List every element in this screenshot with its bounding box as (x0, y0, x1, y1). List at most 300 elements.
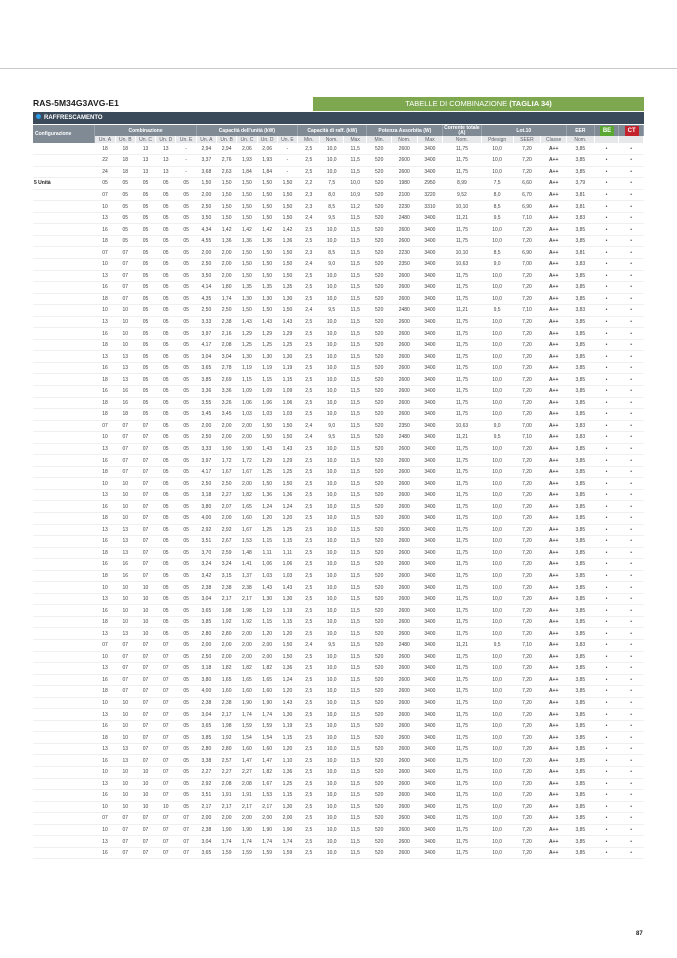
table-cell: 3400 (417, 397, 443, 409)
table-cell: 07 (156, 847, 176, 859)
table-cell: 3,85 (566, 143, 594, 155)
table-cell: 4,35 (196, 293, 216, 305)
energy-class-cell: A++ (541, 836, 567, 848)
table-cell: 2,63 (217, 166, 237, 178)
table-subheader-row (33, 136, 644, 143)
table-row (33, 328, 644, 340)
table-cell: 3,85 (566, 224, 594, 236)
table-cell: 3400 (417, 663, 443, 675)
table-row (33, 270, 644, 282)
table-cell: 7,20 (513, 374, 541, 386)
table-cell: 3,85 (566, 605, 594, 617)
table-cell: 11,21 (443, 640, 481, 652)
table-cell: 520 (367, 674, 392, 686)
table-cell: 05 (135, 385, 155, 397)
table-cell: 2,5 (298, 593, 320, 605)
top-rule (0, 68, 677, 69)
subheader-cell: Min. (298, 136, 320, 143)
table-cell: 7,20 (513, 732, 541, 744)
energy-class-cell: A++ (541, 258, 567, 270)
table-cell: 3,85 (566, 166, 594, 178)
table-cell: - (277, 143, 297, 155)
availability-bullet-cell: • (594, 755, 619, 767)
table-cell: 07 (115, 651, 135, 663)
table-cell: 4,34 (196, 224, 216, 236)
table-cell: 07 (115, 282, 135, 294)
table-cell: 05 (176, 663, 196, 675)
table-cell: 07 (135, 513, 155, 525)
table-cell: 13 (115, 524, 135, 536)
subheader-cell: Un. D (156, 136, 176, 143)
table-row (33, 513, 644, 525)
table-cell: 05 (156, 547, 176, 559)
table-cell: 1,15 (277, 616, 297, 628)
table-cell: 1,25 (257, 466, 277, 478)
table-cell: 3,85 (566, 536, 594, 548)
table-cell: 3400 (417, 385, 443, 397)
table-cell: 11,5 (343, 767, 366, 779)
table-cell: 7,10 (513, 212, 541, 224)
table-cell: 1,25 (277, 339, 297, 351)
table-cell: 1,50 (237, 305, 257, 317)
availability-bullet-cell: • (594, 616, 619, 628)
table-row (33, 536, 644, 548)
table-cell: 1,30 (277, 709, 297, 721)
table-cell: 10,0 (481, 663, 513, 675)
table-cell: 10,0 (320, 686, 343, 698)
table-cell: 520 (367, 385, 392, 397)
table-cell: 3,33 (196, 316, 216, 328)
table-row (33, 674, 644, 686)
table-cell: 2,5 (298, 813, 320, 825)
table-cell: 3,85 (196, 732, 216, 744)
table-row (33, 351, 644, 363)
table-cell: - (176, 143, 196, 155)
energy-class-cell: A++ (541, 293, 567, 305)
table-cell: 18 (95, 732, 115, 744)
table-cell: 11,75 (443, 316, 481, 328)
table-cell: 520 (367, 755, 392, 767)
table-cell: 3400 (417, 305, 443, 317)
energy-class-cell: A++ (541, 362, 567, 374)
table-cell: 10,0 (320, 455, 343, 467)
table-cell: 3,83 (566, 258, 594, 270)
table-cell: 3,85 (566, 801, 594, 813)
table-cell: 1,50 (277, 420, 297, 432)
table-cell: 3400 (417, 409, 443, 421)
table-cell: 18 (95, 339, 115, 351)
energy-class-cell: A++ (541, 316, 567, 328)
table-cell: 7,20 (513, 605, 541, 617)
subheader-cell: Max (343, 136, 366, 143)
table-cell: 10 (115, 339, 135, 351)
table-cell: - (176, 166, 196, 178)
table-cell: 3400 (417, 466, 443, 478)
table-cell: 1,50 (237, 258, 257, 270)
table-cell: 05 (176, 466, 196, 478)
table-cell: 11,5 (343, 385, 366, 397)
table-cell: 05 (176, 351, 196, 363)
table-cell: 11,75 (443, 824, 481, 836)
subheader-cell: Nom. (566, 136, 594, 143)
table-cell: 1,84 (237, 166, 257, 178)
table-cell: 2,00 (217, 432, 237, 444)
table-cell: 11,75 (443, 374, 481, 386)
table-cell: 05 (156, 328, 176, 340)
table-cell: 2,50 (196, 478, 216, 490)
table-cell: 2,94 (217, 143, 237, 155)
table-cell: 2,5 (298, 235, 320, 247)
table-cell: 2,17 (237, 593, 257, 605)
availability-bullet-cell: • (619, 536, 644, 548)
table-cell: 520 (367, 524, 392, 536)
availability-bullet-cell: • (619, 824, 644, 836)
table-cell: 1,50 (257, 420, 277, 432)
table-cell: 9,5 (481, 212, 513, 224)
table-cell: 2,5 (298, 547, 320, 559)
table-cell: 1,42 (257, 224, 277, 236)
table-cell: 2600 (391, 720, 417, 732)
table-cell: 3,85 (566, 155, 594, 167)
table-cell: 2,5 (298, 686, 320, 698)
table-row (33, 709, 644, 721)
table-cell: 07 (115, 686, 135, 698)
table-cell: 10,0 (320, 559, 343, 571)
table-row (33, 570, 644, 582)
table-cell: 520 (367, 570, 392, 582)
table-cell: 07 (156, 732, 176, 744)
table-cell: 2,5 (298, 628, 320, 640)
table-cell: 11,5 (343, 270, 366, 282)
table-cell: 1,25 (237, 339, 257, 351)
table-cell: 10,0 (481, 374, 513, 386)
availability-bullet-cell: • (594, 559, 619, 571)
table-cell: 1,60 (237, 513, 257, 525)
configuration-cell (33, 155, 95, 167)
table-cell: 2,00 (217, 513, 237, 525)
table-cell: 7,20 (513, 813, 541, 825)
table-cell: 1,42 (277, 224, 297, 236)
availability-bullet-cell: • (594, 524, 619, 536)
table-cell: 10,0 (320, 743, 343, 755)
table-cell: 7,20 (513, 385, 541, 397)
table-cell: 10,0 (320, 697, 343, 709)
table-cell: 2,50 (196, 432, 216, 444)
table-cell: 10 (135, 790, 155, 802)
configuration-cell (33, 212, 95, 224)
configuration-cell (33, 282, 95, 294)
table-cell: 9,5 (320, 432, 343, 444)
table-cell: 7,20 (513, 501, 541, 513)
table-cell: 05 (156, 224, 176, 236)
energy-class-cell: A++ (541, 189, 567, 201)
table-cell: 05 (156, 513, 176, 525)
table-cell: 05 (115, 178, 135, 190)
table-cell: 3400 (417, 143, 443, 155)
table-cell: 3,81 (566, 189, 594, 201)
table-cell: 1,06 (257, 559, 277, 571)
availability-bullet-cell: • (594, 305, 619, 317)
table-cell: 18 (95, 293, 115, 305)
table-cell: 07 (115, 663, 135, 675)
table-cell: 10 (95, 697, 115, 709)
table-cell: 2600 (391, 455, 417, 467)
table-row (33, 201, 644, 213)
table-cell: 1,20 (257, 628, 277, 640)
table-cell: 2600 (391, 824, 417, 836)
configuration-cell (33, 201, 95, 213)
configuration-cell (33, 582, 95, 594)
table-cell: 05 (176, 547, 196, 559)
be-badge: BE (600, 126, 614, 136)
table-cell: 9,0 (320, 420, 343, 432)
table-cell: 7,20 (513, 293, 541, 305)
table-cell: 2,5 (298, 155, 320, 167)
power-input-header: Potenza Assorbita (W) (367, 125, 443, 136)
table-cell: 2,5 (298, 316, 320, 328)
table-cell: 11,5 (343, 212, 366, 224)
table-cell: 7,20 (513, 559, 541, 571)
table-cell: 18 (95, 235, 115, 247)
table-cell: 2600 (391, 466, 417, 478)
table-cell: 9,5 (320, 640, 343, 652)
table-cell: 11,75 (443, 478, 481, 490)
table-cell: 05 (156, 536, 176, 548)
table-cell: 2600 (391, 778, 417, 790)
eer-header: EER (566, 125, 594, 136)
table-cell: 520 (367, 709, 392, 721)
table-cell: 11,5 (343, 351, 366, 363)
table-cell: 1,90 (217, 443, 237, 455)
table-cell: 11,5 (343, 536, 366, 548)
table-cell: 3400 (417, 767, 443, 779)
configuration-cell (33, 143, 95, 155)
table-cell: 05 (176, 524, 196, 536)
table-cell: 1,50 (277, 201, 297, 213)
table-cell: 2600 (391, 328, 417, 340)
table-cell: 13 (156, 155, 176, 167)
subheader-cell: Un. B (115, 136, 135, 143)
table-cell: 11,5 (343, 628, 366, 640)
table-cell: 07 (156, 743, 176, 755)
table-cell: 520 (367, 801, 392, 813)
table-cell: 3,50 (196, 270, 216, 282)
table-cell: 520 (367, 443, 392, 455)
table-cell: 07 (135, 720, 155, 732)
lot10-header: Lot.10 (481, 125, 566, 136)
table-cell: 07 (176, 813, 196, 825)
table-cell: 2480 (391, 305, 417, 317)
table-cell: 11,5 (343, 755, 366, 767)
section-bar-cooling (33, 112, 644, 124)
table-cell: 3,85 (566, 628, 594, 640)
table-cell: 3,85 (566, 339, 594, 351)
energy-class-cell: A++ (541, 201, 567, 213)
table-cell: 2600 (391, 593, 417, 605)
table-cell: 07 (135, 466, 155, 478)
table-cell: 1,82 (237, 663, 257, 675)
table-cell: 2600 (391, 385, 417, 397)
configuration-cell (33, 709, 95, 721)
configuration-cell (33, 385, 95, 397)
subheader-cell: Nom. (320, 136, 343, 143)
availability-bullet-cell: • (619, 686, 644, 698)
table-cell: 05 (156, 616, 176, 628)
table-cell: 10,0 (481, 316, 513, 328)
table-cell: 05 (156, 432, 176, 444)
table-cell: 3400 (417, 501, 443, 513)
table-row (33, 628, 644, 640)
table-cell: 11,21 (443, 432, 481, 444)
table-cell: 10,0 (320, 328, 343, 340)
table-cell: 3,85 (566, 616, 594, 628)
table-row (33, 305, 644, 317)
table-cell: 16 (95, 847, 115, 859)
table-cell: 18 (115, 143, 135, 155)
table-cell: 1,25 (277, 778, 297, 790)
table-cell: 2,5 (298, 720, 320, 732)
table-cell: 11,75 (443, 767, 481, 779)
table-cell: 07 (135, 559, 155, 571)
table-cell: 1,50 (217, 189, 237, 201)
table-cell: 11,75 (443, 351, 481, 363)
table-cell: 10 (115, 778, 135, 790)
table-cell: 3,85 (566, 501, 594, 513)
table-cell: 10 (115, 328, 135, 340)
table-cell: 10,0 (320, 709, 343, 721)
table-cell: 2,38 (217, 316, 237, 328)
table-cell: 9,5 (320, 212, 343, 224)
table-cell: 2600 (391, 374, 417, 386)
table-cell: 1,24 (257, 501, 277, 513)
table-cell: 05 (135, 224, 155, 236)
table-cell: 10,0 (320, 362, 343, 374)
availability-bullet-cell: • (619, 720, 644, 732)
table-row (33, 743, 644, 755)
table-cell: 2,08 (217, 778, 237, 790)
table-cell: 07 (156, 709, 176, 721)
table-row (33, 189, 644, 201)
availability-bullet-cell: • (619, 443, 644, 455)
table-cell: 11,75 (443, 547, 481, 559)
combination-header: Combinazione (95, 125, 196, 136)
table-cell: 3,85 (566, 559, 594, 571)
table-cell: 9,5 (481, 432, 513, 444)
table-cell: 1,74 (277, 836, 297, 848)
configuration-cell (33, 224, 95, 236)
table-cell: 10 (115, 697, 135, 709)
availability-bullet-cell: • (594, 420, 619, 432)
table-cell: 7,20 (513, 582, 541, 594)
availability-bullet-cell: • (619, 397, 644, 409)
table-cell: 07 (135, 536, 155, 548)
table-cell: 1,43 (277, 443, 297, 455)
energy-class-cell: A++ (541, 235, 567, 247)
availability-bullet-cell: • (594, 640, 619, 652)
table-cell: 05 (176, 709, 196, 721)
table-cell: 3,85 (566, 813, 594, 825)
table-cell: 13 (95, 270, 115, 282)
table-cell: 05 (176, 397, 196, 409)
table-row (33, 836, 644, 848)
table-cell: 16 (115, 559, 135, 571)
table-cell: 2,16 (217, 328, 237, 340)
table-cell: 2,00 (196, 189, 216, 201)
table-cell: 2,5 (298, 616, 320, 628)
table-cell: 11,75 (443, 235, 481, 247)
energy-class-cell: A++ (541, 778, 567, 790)
table-cell: 3400 (417, 847, 443, 859)
table-cell: 11,5 (343, 455, 366, 467)
table-cell: 3,85 (566, 489, 594, 501)
table-cell: 7,20 (513, 674, 541, 686)
table-cell: 2,92 (196, 524, 216, 536)
table-cell: 8,5 (320, 201, 343, 213)
table-cell: 1,35 (277, 282, 297, 294)
table-cell: 10 (115, 732, 135, 744)
table-cell: 3,83 (566, 432, 594, 444)
table-cell: 1,36 (257, 235, 277, 247)
table-cell: 2,00 (196, 640, 216, 652)
table-cell: 11,5 (343, 570, 366, 582)
table-cell: 3,42 (196, 570, 216, 582)
table-row (33, 362, 644, 374)
table-row (33, 813, 644, 825)
table-row (33, 455, 644, 467)
configuration-cell (33, 755, 95, 767)
table-cell: 07 (95, 640, 115, 652)
bullet-icon (36, 114, 41, 119)
table-cell: 11,5 (343, 282, 366, 294)
table-cell: 10,0 (481, 605, 513, 617)
table-cell: 18 (115, 155, 135, 167)
table-cell: 11,75 (443, 362, 481, 374)
table-cell: 2600 (391, 813, 417, 825)
configuration-cell (33, 536, 95, 548)
table-cell: 11,5 (343, 432, 366, 444)
table-cell: 07 (135, 420, 155, 432)
table-cell: 1,50 (257, 258, 277, 270)
table-cell: 11,5 (343, 524, 366, 536)
table-cell: 2,2 (298, 178, 320, 190)
table-cell: 07 (95, 189, 115, 201)
table-cell: 1,92 (217, 732, 237, 744)
table-cell: 1,50 (237, 201, 257, 213)
table-cell: 3400 (417, 836, 443, 848)
table-cell: 3,85 (566, 235, 594, 247)
table-cell: 11,75 (443, 570, 481, 582)
table-cell: 2,5 (298, 143, 320, 155)
table-cell: 1,03 (277, 409, 297, 421)
table-cell: 05 (156, 293, 176, 305)
table-cell: 3400 (417, 235, 443, 247)
table-cell: 1,50 (237, 189, 257, 201)
table-cell: 05 (156, 489, 176, 501)
table-cell: 11,75 (443, 813, 481, 825)
availability-bullet-cell: • (619, 432, 644, 444)
table-cell: 1,90 (237, 443, 257, 455)
table-cell: 520 (367, 640, 392, 652)
table-cell: 3400 (417, 513, 443, 525)
configuration-cell (33, 743, 95, 755)
table-cell: 1,47 (237, 755, 257, 767)
table-cell: 3,51 (196, 536, 216, 548)
table-cell: 1,82 (217, 663, 237, 675)
subheader-cell: Nom. (443, 136, 481, 143)
energy-class-cell: A++ (541, 339, 567, 351)
table-cell: 05 (135, 201, 155, 213)
table-cell: 13 (95, 351, 115, 363)
